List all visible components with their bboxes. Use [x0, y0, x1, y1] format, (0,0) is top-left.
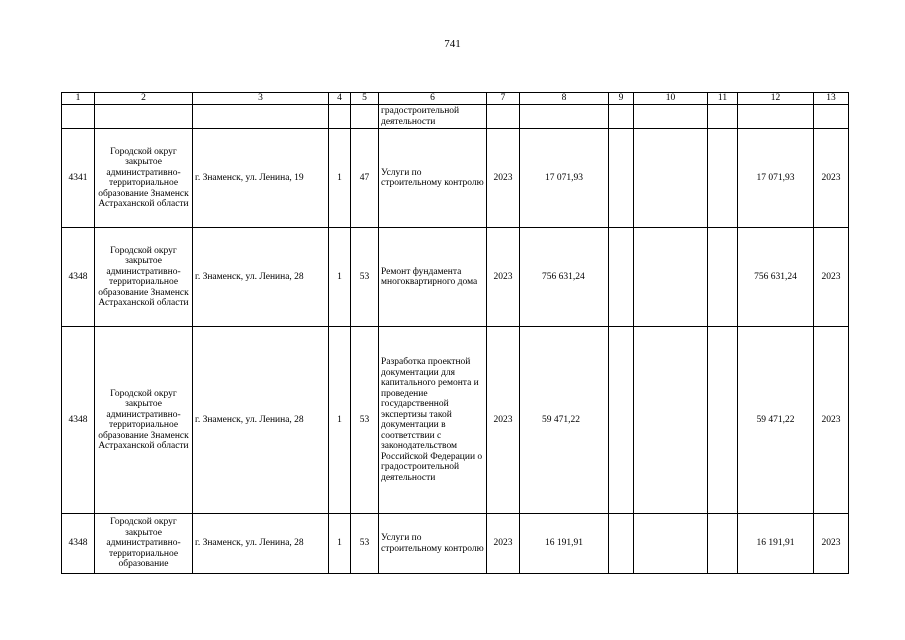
column-header: 2 [95, 93, 193, 105]
col11-cell [708, 327, 738, 514]
col5-cell: 53 [351, 514, 379, 574]
work-description: Услуги по строительному контролю [379, 129, 487, 228]
col10-cell [634, 129, 708, 228]
table-header-row [62, 93, 849, 105]
col11-cell [708, 228, 738, 327]
col5-cell: 53 [351, 228, 379, 327]
work-description: Ремонт фундамента многоквартирного дома [379, 228, 487, 327]
work-description: Разработка проектной документации для капитального ремонта и проведение государственной экспертизы такой документации в соответствии с законодательством Российской Федерации о градостроительной деятельности [379, 327, 487, 514]
year-cell: 2023 [487, 327, 520, 514]
total-cell: 16 191,91 [520, 514, 609, 574]
year2-cell: 2023 [814, 327, 849, 514]
data-table [61, 92, 849, 574]
owner-cell: Городской округ закрытое административно-территориальное образование Знаменск Астраханской области [95, 327, 193, 514]
total-cell: 59 471,22 [520, 327, 609, 514]
table-row [62, 129, 849, 228]
year2-cell: 2023 [814, 514, 849, 574]
col9-cell [609, 228, 634, 327]
amount-cell: 17 071,93 [738, 129, 814, 228]
year-cell: 2023 [487, 228, 520, 327]
col11-cell [708, 514, 738, 574]
col5-cell: 47 [351, 129, 379, 228]
continuation-row [62, 105, 849, 129]
col4-cell: 1 [329, 228, 351, 327]
page-number: 741 [444, 38, 461, 50]
col10-cell [634, 514, 708, 574]
amount-cell: 59 471,22 [738, 327, 814, 514]
col9-cell [609, 129, 634, 228]
row-id: 4348 [62, 514, 95, 574]
owner-cell: Городской округ закрытое административно-территориальное образование Знаменск Астраханской области [95, 129, 193, 228]
column-header: 6 [379, 93, 487, 105]
amount-cell: 756 631,24 [738, 228, 814, 327]
address-cell: г. Знаменск, ул. Ленина, 19 [193, 129, 329, 228]
column-header: 5 [351, 93, 379, 105]
year-cell: 2023 [487, 514, 520, 574]
total-cell: 756 631,24 [520, 228, 609, 327]
row-id: 4341 [62, 129, 95, 228]
address-cell: г. Знаменск, ул. Ленина, 28 [193, 514, 329, 574]
col4-cell: 1 [329, 327, 351, 514]
work-description: градостроительной деятельности [379, 105, 487, 129]
year2-cell: 2023 [814, 129, 849, 228]
col11-cell [708, 129, 738, 228]
address-cell: г. Знаменск, ул. Ленина, 28 [193, 327, 329, 514]
total-cell: 17 071,93 [520, 129, 609, 228]
owner-cell: Городской округ закрытое административно-территориальное образование Знаменск Астраханской области [95, 228, 193, 327]
amount-cell: 16 191,91 [738, 514, 814, 574]
table-row [62, 327, 849, 514]
column-header: 8 [520, 93, 609, 105]
col9-cell [609, 327, 634, 514]
column-header: 1 [62, 93, 95, 105]
col4-cell: 1 [329, 514, 351, 574]
owner-cell: Городской округ закрытое административно-территориальное образование [95, 514, 193, 574]
col9-cell [609, 514, 634, 574]
row-id: 4348 [62, 228, 95, 327]
col10-cell [634, 228, 708, 327]
address-cell: г. Знаменск, ул. Ленина, 28 [193, 228, 329, 327]
year-cell: 2023 [487, 129, 520, 228]
work-description: Услуги по строительному контролю [379, 514, 487, 574]
table-row [62, 228, 849, 327]
col4-cell: 1 [329, 129, 351, 228]
table-row [62, 514, 849, 574]
row-id: 4348 [62, 327, 95, 514]
column-header: 10 [634, 93, 708, 105]
column-header: 3 [193, 93, 329, 105]
col5-cell: 53 [351, 327, 379, 514]
column-header: 4 [329, 93, 351, 105]
year2-cell: 2023 [814, 228, 849, 327]
col10-cell [634, 327, 708, 514]
column-header: 9 [609, 93, 634, 105]
column-header: 11 [708, 93, 738, 105]
column-header: 12 [738, 93, 814, 105]
column-header: 13 [814, 93, 849, 105]
column-header: 7 [487, 93, 520, 105]
